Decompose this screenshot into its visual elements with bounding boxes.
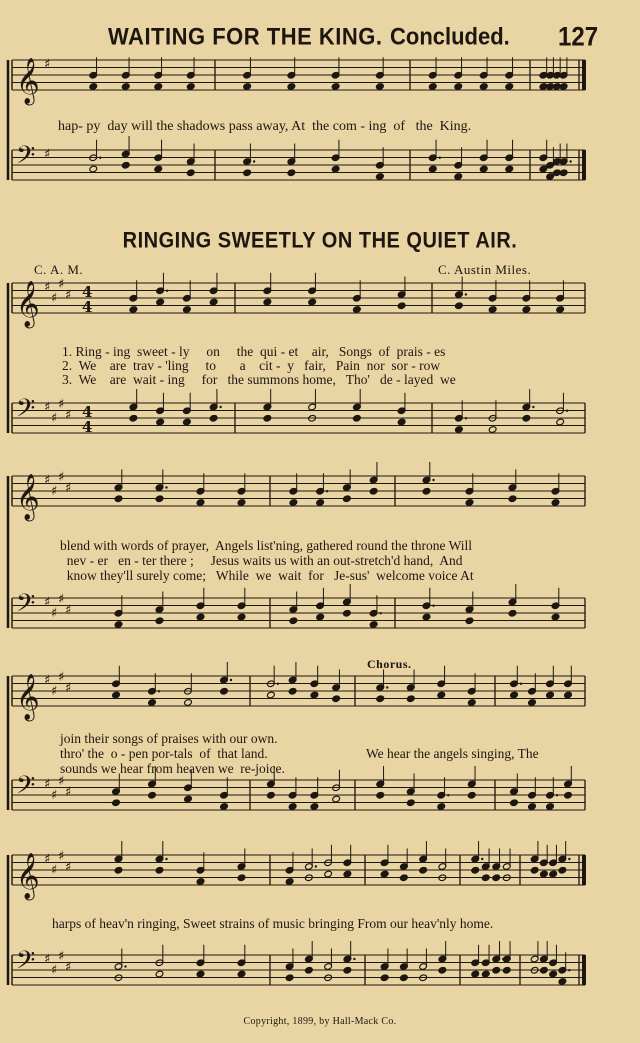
notehead: [186, 83, 195, 91]
sharp-icon: ♯: [65, 860, 72, 875]
notehead: [528, 699, 537, 707]
notehead: [148, 699, 157, 707]
notehead: [89, 165, 98, 173]
notehead: [510, 691, 519, 699]
dot: [465, 293, 467, 295]
notehead: [316, 499, 325, 507]
notehead: [522, 414, 531, 422]
notehead: [288, 803, 297, 811]
sharp-icon: ♯: [44, 952, 51, 967]
notehead: [380, 974, 389, 982]
notehead: [129, 306, 138, 314]
notehead: [263, 298, 272, 306]
sharp-icon: ♯: [65, 408, 72, 423]
notehead: [488, 426, 497, 434]
dot: [566, 410, 568, 412]
bass-clef-icon: 𝄢: [16, 394, 36, 429]
time-signature-top: 4: [82, 403, 93, 421]
bass-clef-icon: 𝄢: [16, 946, 36, 981]
sharp-icon: ♯: [51, 606, 58, 621]
sharp-icon: ♯: [65, 681, 72, 696]
sharp-icon: ♯: [44, 147, 51, 162]
dot: [166, 290, 168, 292]
notehead: [243, 83, 252, 91]
dot: [532, 406, 534, 408]
notehead: [406, 799, 415, 807]
notehead: [332, 695, 341, 703]
notehead: [156, 298, 165, 306]
notehead: [528, 803, 537, 811]
notehead: [121, 83, 130, 91]
chorus-lyric-1: We hear the angels singing, The: [366, 746, 539, 761]
notehead: [343, 495, 352, 503]
sharp-icon: ♯: [51, 291, 58, 306]
time-signature-bottom: 4: [82, 418, 93, 436]
verse-lyric-line: nev - er en - ter there ; Jesus waits us with an out-stretch'd hand, And: [60, 553, 463, 568]
notehead: [549, 870, 558, 878]
dot: [253, 160, 255, 162]
dot: [481, 858, 483, 860]
notehead: [467, 791, 476, 799]
dot: [386, 686, 388, 688]
notehead: [428, 83, 437, 91]
notehead: [376, 83, 385, 91]
sharp-icon: ♯: [65, 288, 72, 303]
sharp-icon: ♯: [58, 592, 65, 607]
notehead: [376, 695, 385, 703]
sharp-icon: ♯: [58, 670, 65, 685]
notehead: [112, 691, 121, 699]
notehead: [502, 966, 511, 974]
notehead: [287, 169, 296, 177]
notehead: [522, 306, 531, 314]
notehead: [184, 795, 193, 803]
dot: [219, 406, 221, 408]
notehead: [471, 866, 480, 874]
dot: [353, 958, 355, 960]
notehead: [479, 83, 488, 91]
dot: [230, 679, 232, 681]
notehead: [380, 870, 389, 878]
dot: [315, 865, 317, 867]
composer-left: C. A. M.: [34, 262, 84, 277]
sharp-icon: ♯: [51, 863, 58, 878]
verse-lyric-line: 1. Ring - ing sweet - ly on the qui - et air, Songs of prais - es: [62, 344, 446, 359]
notehead: [540, 870, 549, 878]
copyright: Copyright, 1899, by Hall-Mack Co.: [243, 1016, 397, 1027]
sharp-icon: ♯: [51, 484, 58, 499]
sharp-icon: ♯: [65, 785, 72, 800]
notehead: [155, 617, 164, 625]
notehead: [324, 870, 333, 878]
notehead: [400, 874, 409, 882]
notehead: [289, 499, 298, 507]
notehead: [209, 298, 218, 306]
notehead: [343, 609, 352, 617]
dot: [165, 486, 167, 488]
notehead: [112, 799, 121, 807]
dot: [158, 690, 160, 692]
notehead: [237, 613, 246, 621]
notehead: [400, 974, 409, 982]
sharp-icon: ♯: [44, 400, 51, 415]
notehead: [186, 169, 195, 177]
sharp-icon: ♯: [58, 470, 65, 485]
notehead: [331, 165, 340, 173]
treble-clef-icon: 𝄞: [16, 674, 40, 720]
notehead: [465, 617, 474, 625]
dot: [326, 490, 328, 492]
notehead: [308, 298, 317, 306]
notehead: [196, 878, 205, 886]
time-signature-bottom: 4: [82, 298, 93, 316]
notehead: [465, 499, 474, 507]
sharp-icon: ♯: [44, 673, 51, 688]
notehead: [559, 169, 568, 177]
notehead: [331, 83, 340, 91]
notehead: [148, 791, 157, 799]
dot: [432, 605, 434, 607]
notehead: [288, 687, 297, 695]
notehead: [551, 613, 560, 621]
dot: [568, 969, 570, 971]
bass-clef-icon: 𝄢: [16, 589, 36, 624]
composer-right: C. Austin Miles.: [438, 262, 532, 277]
notehead: [154, 165, 163, 173]
notehead: [558, 978, 567, 986]
dot: [99, 157, 101, 159]
notehead: [129, 414, 138, 422]
first-song-lyric: hap- py day will the shadows pass away, At the com - ing of the King.: [58, 119, 472, 134]
notehead: [505, 165, 514, 173]
time-signature-top: 4: [82, 283, 93, 301]
notehead: [406, 695, 415, 703]
page-number: 127: [558, 22, 599, 53]
notehead: [353, 306, 362, 314]
header-title: WAITING FOR THE KING.: [108, 22, 383, 51]
sharp-icon: ♯: [58, 397, 65, 412]
sharp-icon: ♯: [44, 777, 51, 792]
notehead: [505, 83, 514, 91]
dot: [277, 683, 279, 685]
song-title: RINGING SWEETLY ON THE QUIET AIR.: [122, 228, 518, 254]
verse-lyric-line: 3. We are wait - ing for the summons home, Tho' de - layed we: [62, 372, 456, 387]
notehead: [155, 495, 164, 503]
notehead: [471, 970, 480, 978]
notehead: [305, 966, 314, 974]
notehead: [310, 691, 319, 699]
notehead: [454, 173, 463, 181]
treble-clef-icon: 𝄞: [16, 853, 40, 899]
notehead: [551, 499, 560, 507]
notehead: [156, 418, 165, 426]
notehead: [154, 83, 163, 91]
notehead: [220, 803, 229, 811]
verse-lyric-line: sounds we hear from heaven we re-joice.: [60, 761, 285, 776]
notehead: [263, 414, 272, 422]
treble-clef-icon: 𝄞: [16, 474, 40, 520]
notehead: [114, 866, 123, 874]
notehead: [184, 699, 193, 707]
sharp-icon: ♯: [44, 473, 51, 488]
dot: [520, 683, 522, 685]
sharp-icon: ♯: [65, 603, 72, 618]
treble-clef-icon: 𝄞: [16, 58, 40, 104]
notehead: [510, 799, 519, 807]
dot: [556, 794, 558, 796]
notehead: [114, 621, 123, 629]
notehead: [556, 418, 565, 426]
notehead: [353, 414, 362, 422]
dot: [568, 858, 570, 860]
notehead: [422, 487, 431, 495]
treble-clef-icon: 𝄞: [16, 281, 40, 327]
notehead: [437, 691, 446, 699]
dot: [569, 160, 571, 162]
notehead: [564, 691, 573, 699]
notehead: [343, 966, 352, 974]
notehead: [237, 874, 246, 882]
bass-clef-icon: 𝄢: [16, 141, 36, 176]
verse-lyric-line: 2. We are trav - 'ling to a cit - y fair, Pain nor sor - row: [62, 358, 441, 373]
chorus-label: Chorus.: [367, 657, 412, 671]
notehead: [530, 866, 539, 874]
notehead: [455, 302, 464, 310]
notehead: [546, 691, 555, 699]
notehead: [155, 970, 164, 978]
verse-lyric-line: join their songs of praises with our own.: [60, 731, 278, 746]
notehead: [89, 83, 98, 91]
notehead: [155, 866, 164, 874]
sharp-icon: ♯: [65, 960, 72, 975]
notehead: [481, 970, 490, 978]
notehead: [564, 791, 573, 799]
notehead: [492, 874, 501, 882]
notehead: [289, 617, 298, 625]
notehead: [546, 803, 555, 811]
dot: [439, 157, 441, 159]
sharp-icon: ♯: [51, 411, 58, 426]
notehead: [196, 499, 205, 507]
dot: [447, 794, 449, 796]
sharp-icon: ♯: [58, 277, 65, 292]
notehead: [183, 418, 192, 426]
notehead: [376, 791, 385, 799]
sharp-icon: ♯: [65, 481, 72, 496]
notehead: [310, 803, 319, 811]
verse-lyric-line: blend with words of prayer, Angels list'ning, gathered round the throne Will: [60, 538, 473, 553]
sharp-icon: ♯: [58, 774, 65, 789]
notehead: [285, 974, 294, 982]
notehead: [343, 870, 352, 878]
notehead: [467, 699, 476, 707]
notehead: [559, 83, 568, 91]
notehead: [220, 687, 229, 695]
sharp-icon: ♯: [51, 963, 58, 978]
notehead: [121, 161, 130, 169]
notehead: [196, 970, 205, 978]
notehead: [243, 169, 252, 177]
dot: [379, 612, 381, 614]
notehead: [488, 306, 497, 314]
notehead: [422, 613, 431, 621]
dot: [465, 417, 467, 419]
notehead: [419, 866, 428, 874]
dot: [432, 479, 434, 481]
notehead: [428, 165, 437, 173]
dot: [124, 965, 126, 967]
notehead: [287, 83, 296, 91]
sharp-icon: ♯: [51, 684, 58, 699]
notehead: [114, 495, 123, 503]
notehead: [556, 306, 565, 314]
notehead: [285, 878, 294, 886]
notehead: [454, 83, 463, 91]
notehead: [492, 966, 501, 974]
notehead: [369, 487, 378, 495]
verse-lyric-line: know they'll surely come; While we wait for Je-sus' welcome voice At: [60, 568, 474, 583]
notehead: [267, 691, 276, 699]
notehead: [438, 966, 447, 974]
notehead: [316, 613, 325, 621]
sharp-icon: ♯: [44, 595, 51, 610]
bass-clef-icon: 𝄢: [16, 771, 36, 806]
notehead: [508, 495, 517, 503]
notehead: [397, 302, 406, 310]
notehead: [397, 418, 406, 426]
notehead: [549, 970, 558, 978]
sharp-icon: ♯: [44, 57, 51, 72]
notehead: [237, 499, 246, 507]
notehead: [558, 866, 567, 874]
notehead: [376, 173, 385, 181]
notehead: [332, 795, 341, 803]
sharp-icon: ♯: [44, 280, 51, 295]
notehead: [437, 803, 446, 811]
notehead: [455, 426, 464, 434]
sharp-icon: ♯: [44, 852, 51, 867]
sharp-icon: ♯: [51, 788, 58, 803]
notehead: [481, 874, 490, 882]
notehead: [508, 609, 517, 617]
verse-lyric-line: thro' the o - pen por-tals of that land.: [60, 746, 268, 761]
notehead: [237, 970, 246, 978]
notehead: [183, 306, 192, 314]
notehead: [267, 791, 276, 799]
chorus-lyric-2: harps of heav'n ringing, Sweet strains of music bringing From our heav'nly home.: [52, 916, 494, 931]
notehead: [540, 966, 549, 974]
notehead: [369, 621, 378, 629]
sharp-icon: ♯: [58, 949, 65, 964]
notehead: [196, 613, 205, 621]
header-concluded: Concluded.: [390, 22, 510, 51]
sharp-icon: ♯: [58, 849, 65, 864]
dot: [165, 858, 167, 860]
notehead: [479, 165, 488, 173]
notehead: [209, 414, 218, 422]
